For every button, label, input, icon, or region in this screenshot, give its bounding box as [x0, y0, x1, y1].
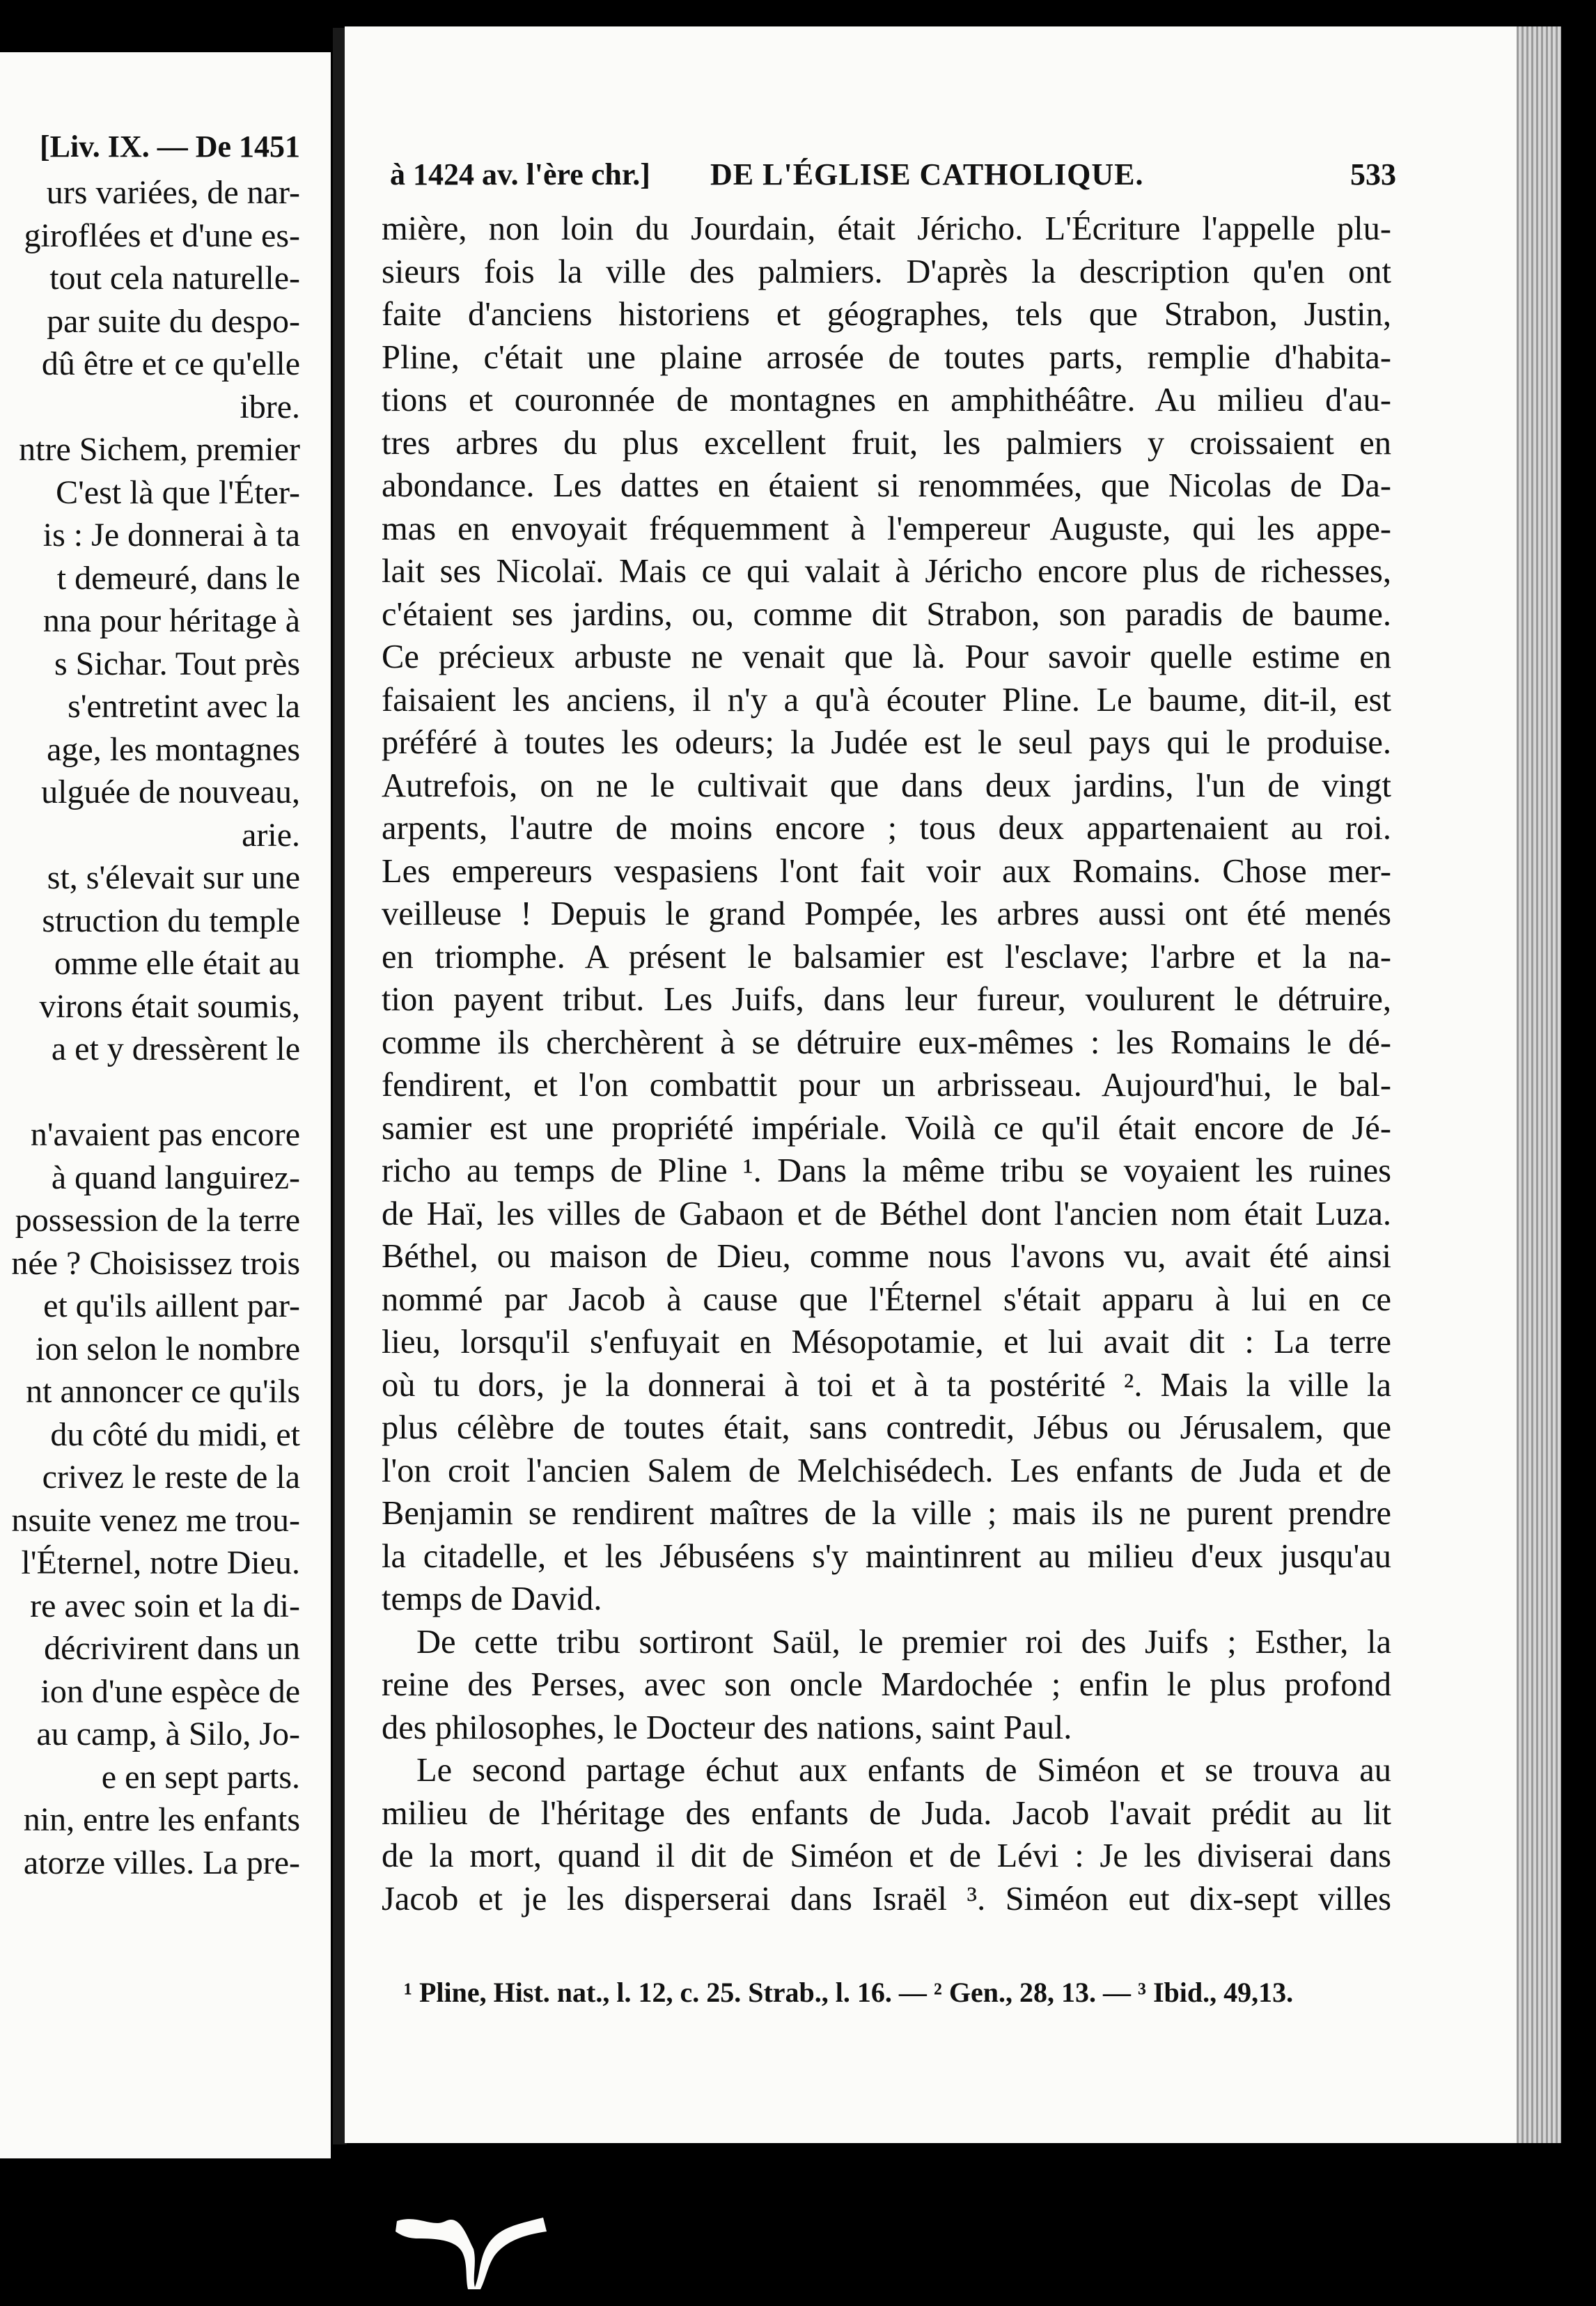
text-line: Benjamin se rendirent maîtres de la ville ; mais ils ne purent prendre — [382, 1495, 1391, 1532]
text-line: richo au temps de Pline ¹. Dans la même tribu se voyaient les ruines — [382, 1152, 1391, 1189]
text-line: Le second partage échut aux enfants de Siméon et se trouva au — [416, 1752, 1391, 1789]
left-page-line: is : Je donnerai à ta — [42, 517, 300, 554]
left-page-line: a et y dressèrent le — [51, 1030, 300, 1067]
text-line: veilleuse ! Depuis le grand Pompée, les arbres aussi ont été menés — [382, 895, 1391, 932]
left-page-line: C'est là que l'Éter- — [56, 473, 300, 511]
text-line: Béthel, ou maison de Dieu, comme nous l'avons vu, avait été ainsi — [382, 1238, 1391, 1275]
left-page-line: dû être et ce qu'elle — [41, 345, 300, 382]
text-line: Jacob et je les disperserai dans Israël ³. Siméon eut dix-sept villes — [382, 1880, 1391, 1917]
text-line: mas en envoyait fréquemment à l'empereur Auguste, qui les appe- — [382, 510, 1391, 547]
text-line: tions et couronnée de montagnes en amphithéâtre. Au milieu d'au- — [382, 382, 1391, 418]
text-line: lieu, lorsqu'il s'enfuyait en Mésopotamie, et lui avait dit : La terre — [382, 1324, 1391, 1360]
left-page-line: re avec soin et la di- — [30, 1587, 300, 1624]
left-page-line: st, s'élevait sur une — [47, 859, 300, 896]
left-page-line: et qu'ils aillent par- — [43, 1287, 300, 1324]
running-head-dates: à 1424 av. l'ère chr.] — [390, 157, 650, 191]
text-line: Les empereurs vespasiens l'ont fait voir aux Romains. Chose mer- — [382, 852, 1391, 890]
left-page-line: par suite du despo- — [47, 302, 300, 340]
left-page-line: au camp, à Silo, Jo- — [36, 1716, 300, 1752]
text-line: c'étaient ses jardins, ou, comme dit Strabon, son paradis de baume. — [382, 595, 1391, 633]
left-page-line: née ? Choisissez trois — [11, 1244, 300, 1282]
body-text — [382, 207, 1391, 1920]
text-line: où tu dors, je la donnerai à toi et à ta postérité ². Mais la ville la — [382, 1366, 1391, 1404]
left-page-line: atorze villes. La pre- — [23, 1844, 300, 1881]
left-page-line: nt annoncer ce qu'ils — [26, 1373, 300, 1410]
left-page-line: crivez le reste de la — [42, 1459, 300, 1496]
left-page — [0, 52, 331, 2158]
left-page-line: ulguée de nouveau, — [41, 774, 300, 810]
left-page-line: tout cela naturelle- — [49, 260, 300, 297]
left-page-line: ion d'une espèce de — [40, 1672, 300, 1710]
left-page-line: arie. — [242, 816, 300, 854]
text-line: l'on croit l'ancien Salem de Melchisédech. Les enfants de Juda et de — [382, 1452, 1391, 1489]
left-page-line: struction du temple — [42, 902, 300, 939]
text-line: arpents, l'autre de moins encore ; tous deux appartenaient au roi. — [382, 810, 1391, 847]
left-page-line: giroflées et d'une es- — [24, 217, 300, 254]
left-page-line: n'avaient pas encore — [30, 1116, 300, 1153]
text-line: fendirent, et l'on combattit pour un arbrisseau. Aujourd'hui, le bal- — [382, 1067, 1391, 1104]
left-page-line: nna pour héritage à — [42, 602, 300, 639]
left-page-line: décrivirent dans un — [44, 1630, 300, 1667]
page-number: 533 — [1350, 157, 1396, 191]
binding-ornament — [390, 2200, 550, 2291]
text-line: faisaient les anciens, il n'y a qu'à écouter Pline. Le baume, dit-il, est — [382, 681, 1391, 719]
left-page-line: age, les montagnes — [47, 730, 300, 768]
left-page-line: s'entretint avec la — [68, 688, 300, 725]
text-line: mière, non loin du Jourdain, était Jéricho. L'Écriture l'appelle plu- — [382, 210, 1391, 247]
left-page-line: à quand languirez- — [51, 1159, 300, 1196]
text-line: comme ils cherchèrent à se détruire eux-mêmes : les Romains le dé- — [382, 1023, 1391, 1061]
left-page-line: omme elle était au — [54, 945, 300, 982]
text-line: la citadelle, et les Jébuséens s'y maintinrent au milieu d'eux jusqu'au — [382, 1537, 1391, 1575]
left-page-line: ntre Sichem, premier — [19, 431, 300, 468]
running-head-title: DE L'ÉGLISE CATHOLIQUE. — [710, 157, 1144, 191]
text-line: tion payent tribut. Les Juifs, dans leur fureur, voulurent le détruire, — [382, 981, 1391, 1018]
text-line: Pline, c'était une plaine arrosée de toutes parts, remplie d'habita- — [382, 338, 1391, 376]
text-line: De cette tribu sortiront Saül, le premier roi des Juifs ; Esther, la — [416, 1623, 1391, 1661]
text-line: faite d'anciens historiens et géographes, tels que Strabon, Justin, — [382, 296, 1391, 333]
text-line: des philosophes, le Docteur des nations, saint Paul. — [382, 1709, 1072, 1746]
text-line: milieu de l'héritage des enfants de Juda. Jacob l'avait prédit au lit — [382, 1794, 1391, 1832]
left-page-line: nsuite venez me trou- — [11, 1501, 300, 1539]
left-page-line: t demeuré, dans le — [56, 559, 300, 597]
text-line: Ce précieux arbuste ne venait que là. Pour savoir quelle estime en — [382, 638, 1391, 675]
left-page-line: possession de la terre — [15, 1202, 300, 1239]
text-line: lait ses Nicolaï. Mais ce qui valait à Jéricho encore plus de richesses, — [382, 553, 1391, 590]
left-page-line: virons était soumis, — [39, 987, 300, 1025]
left-page-line: ion selon le nombre — [36, 1330, 300, 1367]
text-line: samier est une propriété impériale. Voilà ce qu'il était encore de Jé- — [382, 1109, 1391, 1147]
left-page-line: s Sichar. Tout près — [54, 645, 300, 682]
text-line: préféré à toutes les odeurs; la Judée est le seul pays qui le produise. — [382, 724, 1391, 761]
page-edge — [1517, 26, 1561, 2143]
running-head — [390, 157, 1396, 198]
text-line: Autrefois, on ne le cultivait que dans deux jardins, l'un de vingt — [382, 767, 1391, 804]
left-page-line: nin, entre les enfants — [23, 1801, 300, 1838]
text-line: sieurs fois la ville des palmiers. D'après la description qu'en ont — [382, 253, 1391, 290]
footnote: ¹ Pline, Hist. nat., l. 12, c. 25. Strab., l. 16. — ² Gen., 28, 13. — ³ Ibid., 49,13. — [404, 1977, 1294, 2008]
left-page-line: du côté du midi, et — [50, 1415, 300, 1453]
left-page-running-head: [Liv. IX. — De 1451 — [40, 130, 300, 164]
text-line: nommé par Jacob à cause que l'Éternel s'était apparu à lui en ce — [382, 1280, 1391, 1318]
text-line: tres arbres du plus excellent fruit, les palmiers y croissaient en — [382, 424, 1391, 462]
text-line: de Haï, les villes de Gabaon et de Béthel dont l'ancien nom était Luza. — [382, 1195, 1391, 1232]
text-line: temps de David. — [382, 1581, 602, 1617]
left-page-line: l'Éternel, notre Dieu. — [21, 1544, 300, 1581]
left-page-line: urs variées, de nar- — [46, 174, 300, 211]
text-line: reine des Perses, avec son oncle Mardochée ; enfin le plus profond — [382, 1666, 1391, 1703]
text-line: abondance. Les dattes en étaient si renommées, que Nicolas de Da- — [382, 467, 1391, 504]
text-line: plus célèbre de toutes était, sans contredit, Jébus ou Jérusalem, que — [382, 1409, 1391, 1446]
left-page-line: ibre. — [240, 388, 300, 425]
left-page-line: e en sept parts. — [101, 1758, 300, 1796]
text-line: de la mort, quand il dit de Siméon et de Lévi : Je les diviserai dans — [382, 1837, 1391, 1874]
text-line: en triomphe. A présent le balsamier est l'esclave; l'arbre et la na- — [382, 938, 1391, 975]
